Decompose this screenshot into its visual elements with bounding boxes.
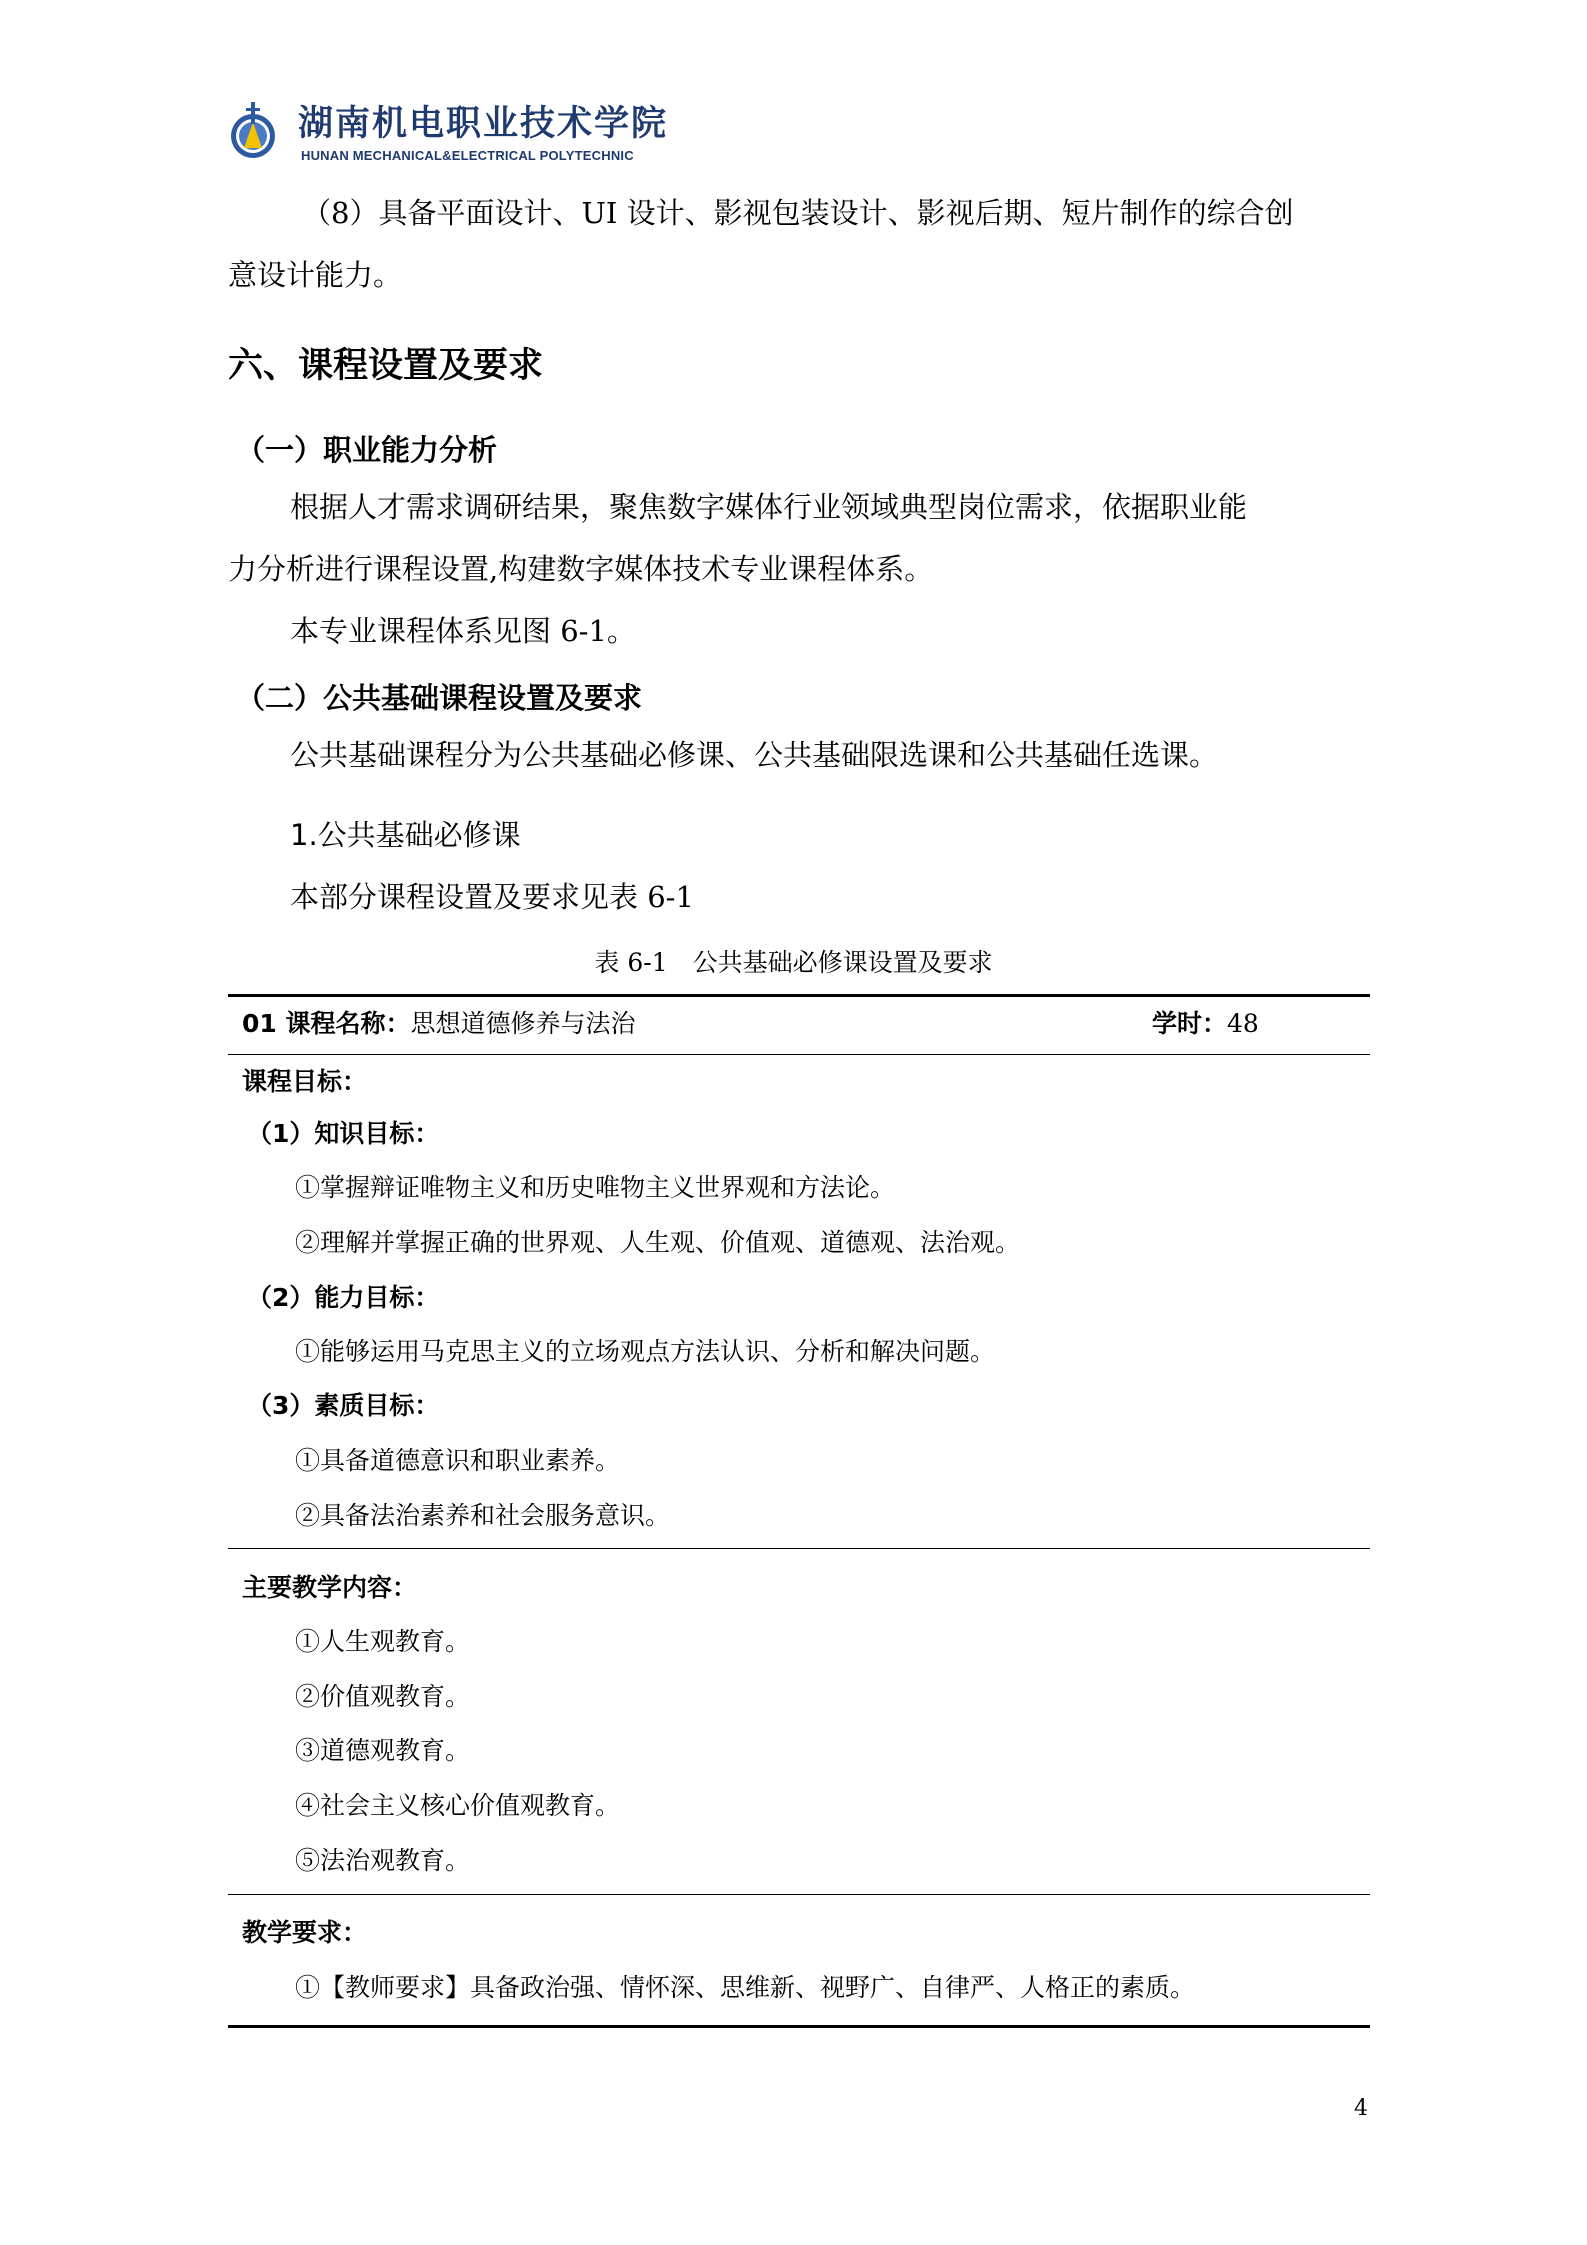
school-logo <box>228 100 278 164</box>
quality-goal-2: ②具备法治素养和社会服务意识。 <box>295 1501 671 1530</box>
table-caption: 表 6-1 公共基础必修课设置及要求 <box>594 948 993 977</box>
paragraph-line: 公共基础课程分为公共基础必修课、公共基础限选课和公共基础任选课。 <box>290 738 1219 772</box>
table-divider <box>228 1054 1370 1055</box>
course-name-value: 思想道德修养与法治 <box>410 1009 636 1038</box>
ability-goals-label: （2）能力目标： <box>247 1283 440 1312</box>
requirement-item: ①【教师要求】具备政治强、情怀深、思维新、视野广、自律严、人格正的素质。 <box>295 1973 1196 2002</box>
list-item-heading: 1.公共基础必修课 <box>290 818 521 852</box>
table-divider <box>228 1894 1370 1895</box>
school-name-cn: 湖南机电职业技术学院 <box>298 103 669 144</box>
course-name-label: 01 课程名称： <box>242 1009 411 1038</box>
knowledge-goal-2: ②理解并掌握正确的世界观、人生观、价值观、道德观、法治观。 <box>295 1228 1021 1257</box>
content-item: ⑤法治观教育。 <box>295 1846 471 1875</box>
content-item: ①人生观教育。 <box>295 1627 471 1656</box>
hours-value: 48 <box>1227 1009 1259 1038</box>
paragraph-line: 力分析进行课程设置,构建数字媒体技术专业课程体系。 <box>228 552 934 586</box>
intro-line-2: 意设计能力。 <box>228 258 403 292</box>
subsection-heading-1: （一）职业能力分析 <box>236 433 498 467</box>
intro-line-1: （8）具备平面设计、UI 设计、影视包装设计、影视后期、短片制作的综合创 <box>302 196 1294 230</box>
knowledge-goals-label: （1）知识目标： <box>247 1119 440 1148</box>
content-item: ④社会主义核心价值观教育。 <box>295 1791 621 1820</box>
subsection-heading-2: （二）公共基础课程设置及要求 <box>236 681 643 715</box>
paragraph-line: 本专业课程体系见图 6-1。 <box>290 614 636 648</box>
page-number: 4 <box>1354 2096 1368 2121</box>
table-top-border <box>228 994 1370 997</box>
table-divider <box>228 1548 1370 1549</box>
paragraph-line: 本部分课程设置及要求见表 6-1 <box>290 880 694 914</box>
quality-goal-1: ①具备道德意识和职业素养。 <box>295 1446 621 1475</box>
table-bottom-border <box>228 2025 1370 2028</box>
content-item: ②价值观教育。 <box>295 1682 471 1711</box>
ability-goal-1: ①能够运用马克思主义的立场观点方法认识、分析和解决问题。 <box>295 1337 996 1366</box>
requirements-label: 教学要求： <box>242 1918 368 1947</box>
school-name-en: HUNAN MECHANICAL&ELECTRICAL POLYTECHNIC <box>301 148 634 163</box>
goals-label: 课程目标： <box>242 1067 368 1096</box>
paragraph-line: 根据人才需求调研结果，聚焦数字媒体行业领域典型岗位需求，依据职业能 <box>290 490 1248 524</box>
course-name-row <box>242 1004 636 1040</box>
quality-goals-label: （3）素质目标： <box>247 1391 440 1420</box>
hours-label: 学时： <box>1152 1009 1228 1038</box>
content-label: 主要教学内容： <box>242 1573 418 1602</box>
section-heading: 六、课程设置及要求 <box>228 346 544 386</box>
content-item: ③道德观教育。 <box>295 1736 471 1765</box>
knowledge-goal-1: ①掌握辩证唯物主义和历史唯物主义世界观和方法论。 <box>295 1173 896 1202</box>
course-hours <box>1152 1004 1259 1040</box>
